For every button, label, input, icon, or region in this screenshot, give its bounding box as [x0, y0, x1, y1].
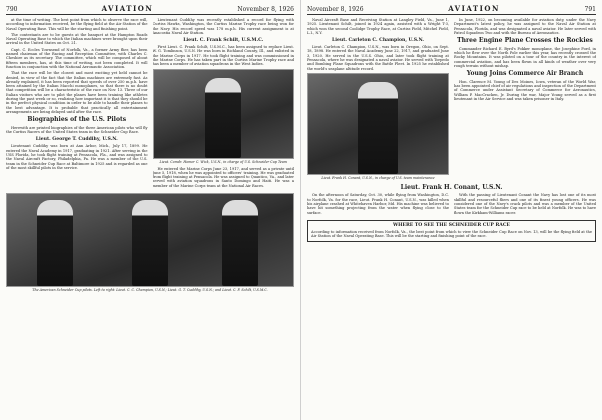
schilt-text: First Lieut. C. Frank Schilt, U.S.M.C., has been assigned to replace Lieut. W. G. Tomlinson, U.S.N. He was born in Richland County, Ill., and enlisted in the Marine Corps in 1917. He took flight training and was commissioned in the Marine Corps. He has taken part in the Curtiss Marine Trophy race and has been a member of aviation squadrons in the West Indies.	[152, 45, 294, 67]
right-page-number: 791	[584, 6, 596, 13]
right-column-2	[454, 18, 596, 183]
race-info-box	[307, 220, 596, 242]
left-c1-paragraph: The contestants are to be guests at the banquet at the Hampton Roads Naval Operating Base to which the Italian machines were brought upon their arrival in the United States on Oct. 21.	[6, 32, 148, 46]
portrait-photo-wick	[153, 69, 295, 159]
conant-text-1: On the afternoon of Saturday, Oct. 30, while flying from Washington, D.C. to Norfolk, Va. for the race, Lieut. Frank H. Conant, U.S.N., was killed when his airplane crashed at Whitehaven Harbor, Md. His machine was believed to have hit something projecting from the water when flying close to the surface.	[307, 193, 449, 215]
left-running-head	[6, 4, 294, 15]
left-c1-paragraph: at the time of writing. The best point from which to observe the race will, according to information received, be the flying field at the Air Station of the Naval Operating Base. This will be the starting and finishing point.	[6, 18, 148, 31]
left-date: November 8, 1926	[237, 6, 294, 13]
right-running-head	[307, 4, 596, 15]
conant-column-2	[454, 193, 596, 216]
pilot-figure	[37, 200, 73, 286]
cuddihy-text: Lieutenant Cuddihy was born at Ann Arbor, Mich., July 17, 1899. He entered the Naval Academy in 1917, graduating in 1921. After serving in the USS Florida, he took flight training at Pensacola, Fla., and was assigned to the Naval Aircraft Factory, Philadelphia, Pa. He was a member of the U.S. team in the Schneider Cup Race at Baltimore in 1925 and is regarded as one of the most skillful pilots in the service.	[6, 144, 148, 170]
right-date: November 8, 1926	[307, 6, 364, 13]
bio-intro: Herewith are printed biographies of the three American pilots who will fly the Curtiss Racers of the United States team in the Schneider Cup Race.	[6, 125, 148, 135]
right-journal-title: AVIATION	[448, 4, 500, 13]
portrait-figure	[205, 78, 241, 158]
portrait2-caption: Lieut. Frank H. Conant, U.S.N., in charge of U.S. team maintenance	[321, 175, 435, 180]
conant-column-1	[307, 193, 449, 216]
schilt-heading: Lieut. C. Frank Schilt, U.S.M.C.	[183, 38, 264, 44]
commerce-heading: Young Joins Commerce Air Branch	[466, 70, 584, 78]
left-column-1	[6, 18, 148, 190]
left-journal-title: AVIATION	[101, 4, 154, 13]
right-column-1	[307, 18, 449, 183]
pilot-figure	[132, 200, 168, 286]
group-photo-pilots	[6, 193, 294, 287]
pilot-figure	[222, 200, 258, 286]
race-box-text: According to information received from Norfolk, Va., the best point from which to view the Schneider Cup Race on Nov. 13, will be the flying field at the Air Station of the Naval Operating Base. This will be the starting and finishing point of the race.	[311, 229, 592, 239]
right-c2-top: In June, 1922, on becoming available for aviation duty, under the Navy Department's latest policy, he was assigned to the Naval Air Station at Pensacola, Florida, and was designated a naval aviator. He later served with Patrol Squadron Two and with the Bureau of Aeronautics.	[454, 18, 596, 35]
left-c2-top: Lieutenant Cuddihy was recently established a record for flying with Curtiss Hawks, Washington, the Curtiss Marine Trophy race being won for the Navy. His record speed was 178 m.p.h. His current assignment is at Anacostia Naval Air Station.	[152, 18, 294, 35]
left-column-2	[153, 18, 295, 190]
commerce-text: Hon. Clarence M. Young of Des Moines, Iowa, veteran of the World War, has been appointed chief of air regulations and inspection of the Department of Commerce under Assistant Secretary of Commerce for Aeronautics, William P. MacCracken, Jr. During the war, Major Young served as a first lieutenant in the Air Service and was taken prisoner in Italy.	[454, 79, 596, 102]
right-page	[301, 0, 602, 420]
bio-heading: Biographies of the U.S. Pilots	[27, 116, 127, 124]
right-c1-top: Naval Aircraft Base and Receiving Station at Langley Field, Va., June 1, 1925. Lieutenant Schilt, joined in 1924 again, assisted with a Wright T-3, which won the second Coolidge Trophy Race, at Curtiss Field, Mitchel Field, L.I., N.Y.	[307, 18, 449, 35]
portrait-figure	[358, 82, 398, 174]
group-photo-caption: The American Schneider Cup pilots. Left to right: Lieut. C. C. Champion, U.S.N.; Lieut. G. T. Cuddihy, U.S.N.; and Lieut. C. F. Schilt, U.S.M.C.	[32, 288, 268, 293]
rockies-text: Commander Richard E. Byrd's Fokker monoplane, the Josephine Ford, in which he flew over the North Pole earlier this year, has recently crossed the Rocky Mountains. It was piloted on a tour of the country in the interest of commercial aviation, and has been flown in all kinds of weather over very rough terrain without mishap.	[454, 46, 596, 68]
rockies-heading: Three Engine Plane Crosses the Rockies	[457, 37, 593, 45]
champion-heading: Lieut. Carleton C. Champion, U.S.N.	[331, 38, 424, 44]
left-c2-bottom: He entered the Marine Corps June 23, 1917, and served as a private until June 5, 1918, when he was appointed to officers' training. He was graduated from flight training at Pensacola. He was assigned to Quantico, Va., and later served with aviation squadrons in Santo Domingo and Haiti. He was a member of the Marine Corps team at the National Air Races.	[152, 166, 294, 188]
conant-text-2: With the passing of Lieutenant Conant the Navy has lost one of its most skillful and resourceful fliers and one of its finest young officers. He was considered one of the Navy's crack pilots and was a member of the United States team for the Schneider Cup race to be held at Norfolk. He was to have flown the Kirkham-Williams racer.	[454, 193, 596, 215]
cuddihy-heading: Lieut. George T. Cuddihy, U.S.N.	[35, 137, 118, 143]
race-box-heading: WHERE TO SEE THE SCHNEIDER CUP RACE	[392, 222, 511, 228]
left-page-number: 790	[6, 6, 18, 13]
portrait-photo-conant	[307, 73, 449, 175]
conant-heading: Lieut. Frank H. Conant, U.S.N.	[400, 183, 503, 191]
left-c1-paragraph: Capt. C. Eccles Townsend of Norfolk, Va., a former Army flier, has been named chairman of the Racing and Reception Committee, with Charles C. Cheshire as its secretary. The committee, which will be composed of about fifteen members, has, at this time of writing, not been completed. It will function in conjunction with the National Aeronautic Association.	[6, 47, 148, 69]
portrait1-caption: Lieut. Comdr. Homer C. Wick, U.S.N., in charge of U.S. Schneider Cup Team	[159, 159, 287, 164]
left-c1-paragraph: That the race will be the closest and most exciting yet held cannot be denied, in view of the fact that the Italian machines are extremely fast. As already explained, it has been reported that speeds of over 250 m.p.h. have been attained by the Italian Macchi monoplanes, so that there is no doubt that competition will be a characteristic of the race on Nov. 13. Three of our Italian visitors who are to pilot the planes have been training like athletes during the past week or so, realizing how important it is that they should be in the perfect physical condition in order to be able to handle their planes to the best advantage. It is probable that practically all entertainment arrangements are being delayed until after the race.	[6, 71, 148, 114]
champion-text: Lieut. Carleton C. Champion, U.S.N., was born in Oregon, Ohio, on Sept. 18, 1898. He entered the Naval Academy June 22, 1917, and graduated June 3, 1920. He served in the U.S.S. Ohio, and later took flight training at Pensacola, where he was designated a naval aviator. He served with Torpedo and Bombing Plane Squadrons with the Battle Fleet. In 1925 he established the world's seaplane altitude record.	[307, 45, 449, 71]
